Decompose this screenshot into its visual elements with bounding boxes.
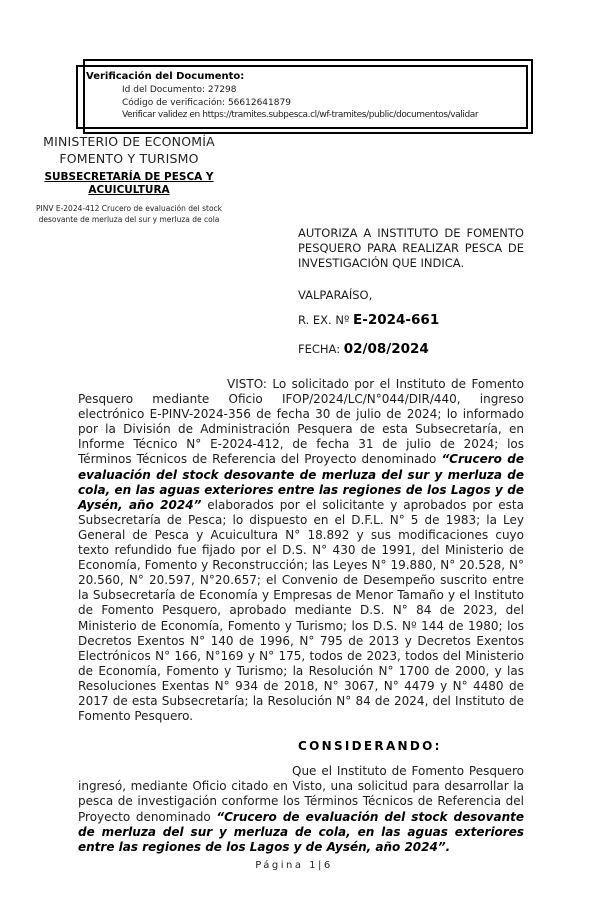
considerando-project-title: “Crucero de evaluación del stock desovante de merluza del sur y merluza de cola, en las aguas exteriores entre las regiones de los Lagos y de Aysén, año 2024”. bbox=[78, 809, 524, 854]
verification-box bbox=[76, 65, 528, 129]
visto-paragraph bbox=[78, 377, 524, 724]
resolution-subject: AUTORIZA A INSTITUTO DE FOMENTO PESQUERO PARA REALIZAR PESCA DE INVESTIGACIÓN QUE INDICA. bbox=[298, 226, 524, 270]
resolution-number-line bbox=[298, 312, 439, 328]
verification-item-code: • Código de verificación: 56612641879 bbox=[122, 97, 520, 110]
resolution-date-label: FECHA: bbox=[298, 342, 344, 356]
verification-item-url: • Verificar validez en https://tramites.subpesca.cl/wf-tramites/public/documentos/validar bbox=[122, 109, 520, 122]
resolution-number-label: R. EX. Nº bbox=[298, 313, 354, 327]
visto-text-2: elaborados por el solicitante y aprobados por esta Subsecretaría de Pesca; lo dispuesto en el D.F.L. N° 5 de 1983; la Ley General de Pesca y Acuicultura N° 18.892 y sus modificaciones cuyo texto refundido fue fijado por el D.S. N° 430 de 1991, del Ministerio de Economía, Fomento y Reconstrucción; las Leyes N° 19.880, N° 20.528, N° 20.560, N° 20.597, N°20.657; el Convenio de Desempeño suscrito entre la Subsecretaría de Economía y Empresas de Menor Tamaño y el Instituto de Fomento Pesquero, aprobado mediante D.S. N° 84 de 2023, del Ministerio de Economía, Fomento y Turismo; los D.S. Nº 144 de 1980; los Decretos Exentos N° 140 de 1996, N° 795 de 2013 y Decretos Exentos Electrónicos N° 166, N°169 y N° 175, todos de 2023, todos del Ministerio de Economía, Fomento y Turismo; la Resolución N° 1700 de 2000, y las Resoluciones Exentas N° 934 de 2018, N° 3067, N° 4479 y N° 4480 de 2017 de esta Subsecretaría; la Resolución N° 84 de 2024, del Instituto de Fomento Pesquero. bbox=[78, 497, 524, 724]
resolution-date-value: 02/08/2024 bbox=[343, 341, 429, 357]
resolution-body bbox=[78, 377, 524, 855]
subsecretaria-title: SUBSECRETARÍA DE PESCA Y ACUICULTURA bbox=[44, 171, 214, 196]
page-number: Página 1|6 bbox=[255, 860, 333, 871]
ministry-name-line1: MINISTERIO DE ECONOMÍA bbox=[43, 134, 215, 149]
resolution-city: VALPARAÍSO, bbox=[298, 288, 373, 302]
resolution-date-line bbox=[298, 341, 429, 357]
project-reference: PINV E-2024-412 Crucero de evaluación del stock desovante de merluza del sur y merluza de cola bbox=[35, 204, 223, 224]
verification-list bbox=[86, 84, 520, 122]
resolution-number-value: E-2024-661 bbox=[353, 312, 440, 328]
verification-title: Verificación del Documento: bbox=[86, 71, 245, 82]
considerando-paragraph bbox=[78, 764, 524, 855]
considerando-text-1: Que el Instituto de Fomento Pesquero ingresó, mediante Oficio citado en Visto, una solicitud para desarrollar la pesca de investigación conforme los Términos Técnicos de Referencia del Proyecto denominado bbox=[78, 764, 524, 824]
resolution-header bbox=[298, 226, 524, 366]
ministry-name-line2: FOMENTO Y TURISMO bbox=[59, 151, 199, 166]
considerando-heading: CONSIDERANDO: bbox=[298, 739, 442, 754]
verification-item-document-id: • Id del Documento: 27298 bbox=[122, 84, 520, 97]
visto-text-1: VISTO: Lo solicitado por el Instituto de Fomento Pesquero mediante Oficio IFOP/2024/LC/N°044/DIR/440, ingreso electrónico E-PINV-2024-356 de fecha 30 de julio de 2024; lo informado por la División de Administración Pesquera de esta Subsecretaría, en Informe Técnico N° E-2024-412, de fecha 31 de julio de 2024; los Términos Técnicos de Referencia del Proyecto denominado bbox=[78, 377, 524, 467]
visto-project-title: “Crucero de evaluación del stock desovante de merluza del sur y merluza de cola, en las aguas exteriores entre las regiones de los Lagos y de Aysén, año 2024” bbox=[78, 452, 524, 512]
letterhead bbox=[28, 133, 230, 225]
